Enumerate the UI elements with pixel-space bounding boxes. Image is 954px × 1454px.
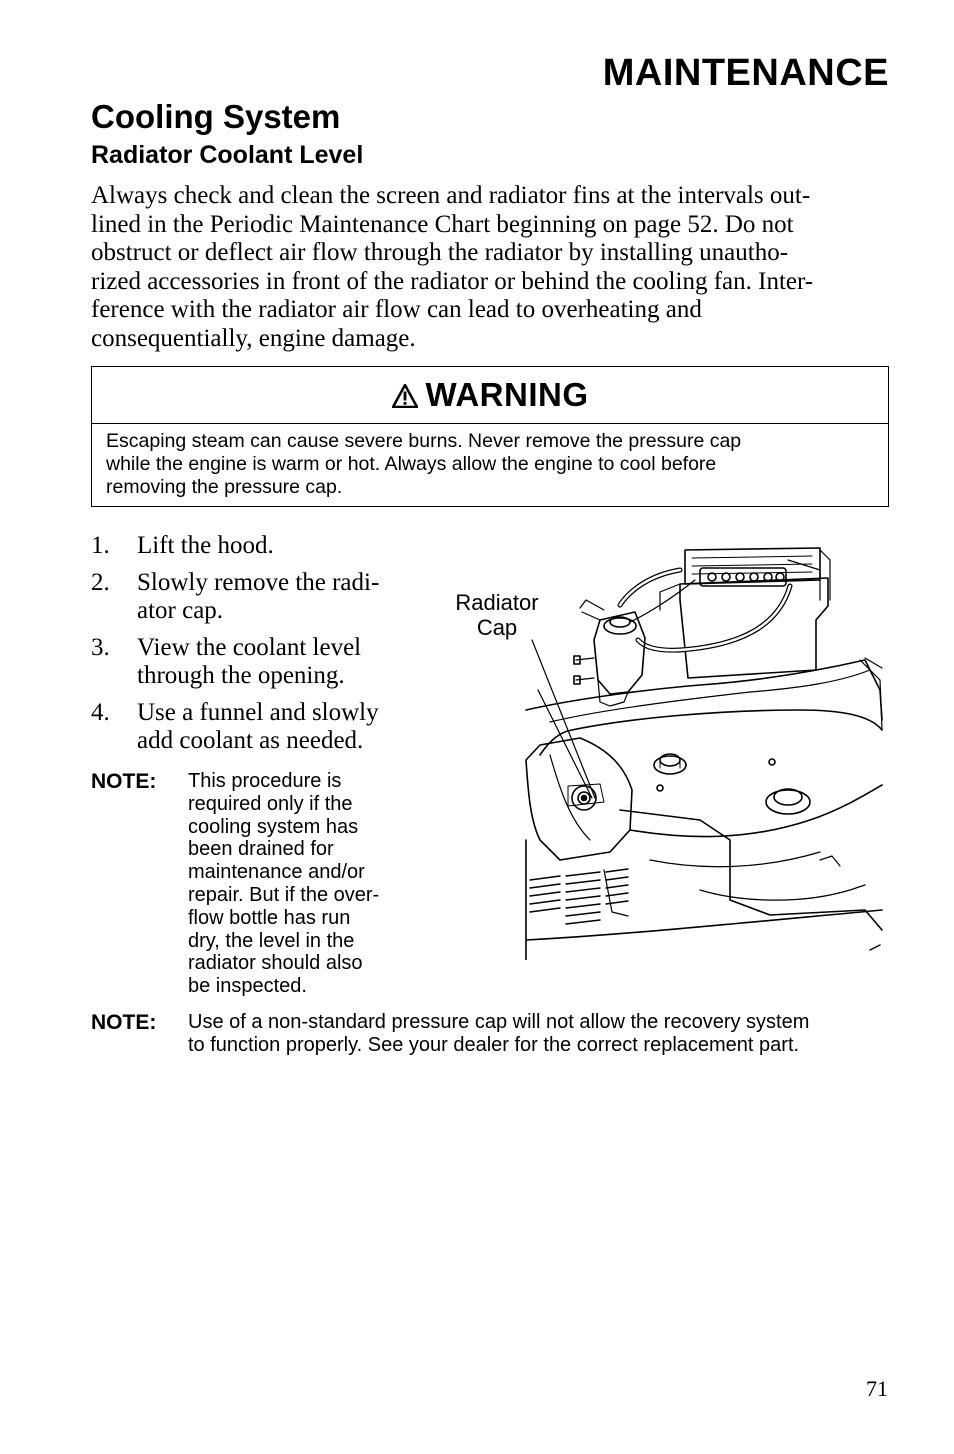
warning-box (91, 366, 889, 507)
section-title: MAINTENANCE (602, 52, 889, 94)
warning-header (92, 367, 888, 424)
note-text (188, 770, 418, 998)
note-line: repair. But if the over- (188, 883, 380, 906)
note-line: been drained for (188, 838, 334, 861)
warning-triangle-icon (392, 384, 418, 408)
warning-text (92, 424, 888, 499)
step-line: add coolant as needed. (137, 727, 364, 754)
radiator-cap-illustration (520, 540, 885, 960)
note-label: NOTE: (91, 1011, 157, 1034)
note-line: to function properly. See your dealer for the correct replacement part. (188, 1033, 800, 1056)
step-line: Use a funnel and slowly (137, 698, 379, 726)
step-number: 4. (91, 698, 110, 726)
list-item (91, 532, 421, 561)
step-line: through the opening. (137, 662, 345, 689)
note-line: dry, the level in the (188, 929, 355, 952)
note-label: NOTE: (91, 770, 157, 793)
note-line: Use of a non-standard pressure cap will not allow the recovery system (188, 1011, 810, 1033)
page-number: 71 (866, 1376, 888, 1401)
steps-list (91, 532, 421, 764)
page-subtitle: Radiator Coolant Level (91, 141, 364, 169)
warning-line: removing the pressure cap. (106, 476, 343, 498)
step-line: ator cap. (137, 597, 224, 624)
step-line: Lift the hood. (137, 532, 274, 559)
list-item (91, 699, 421, 756)
note-line: cooling system has (188, 815, 359, 838)
list-item (91, 634, 421, 691)
note-line: This procedure is (188, 770, 342, 792)
note-text (188, 1011, 908, 1057)
warning-title: WARNING (425, 376, 589, 413)
page-title: Cooling System (91, 98, 341, 135)
note-line: be inspected. (188, 975, 307, 998)
intro-line: Always check and clean the screen and radiator fins at the intervals out- (91, 182, 811, 209)
step-number: 3. (91, 633, 110, 661)
intro-paragraph (91, 182, 896, 353)
callout-line: Radiator (455, 590, 539, 615)
note-line: radiator should also (188, 952, 363, 975)
step-number: 2. (91, 568, 110, 596)
step-line: Slowly remove the radi- (137, 568, 380, 596)
intro-line: lined in the Periodic Maintenance Chart beginning on page 52. Do not (91, 210, 794, 238)
warning-line: Escaping steam can cause severe burns. Never remove the pressure cap (106, 430, 742, 452)
note-line: maintenance and/or (188, 861, 365, 884)
list-item (91, 569, 421, 626)
intro-line: rized accessories in front of the radiator or behind the cooling fan. Inter- (91, 267, 814, 295)
note-line: required only if the (188, 792, 353, 815)
intro-line: consequentially, engine damage. (91, 324, 416, 352)
warning-line: while the engine is warm or hot. Always allow the engine to cool before (106, 453, 717, 475)
step-number: 1. (91, 532, 110, 559)
intro-line: obstruct or deflect air flow through the radiator by installing unautho- (91, 239, 789, 266)
intro-line: ference with the radiator air flow can lead to overheating and (91, 296, 702, 323)
callout-line: Cap (476, 615, 518, 640)
step-line: View the coolant level (137, 633, 362, 661)
note-line: flow bottle has run (188, 906, 351, 929)
